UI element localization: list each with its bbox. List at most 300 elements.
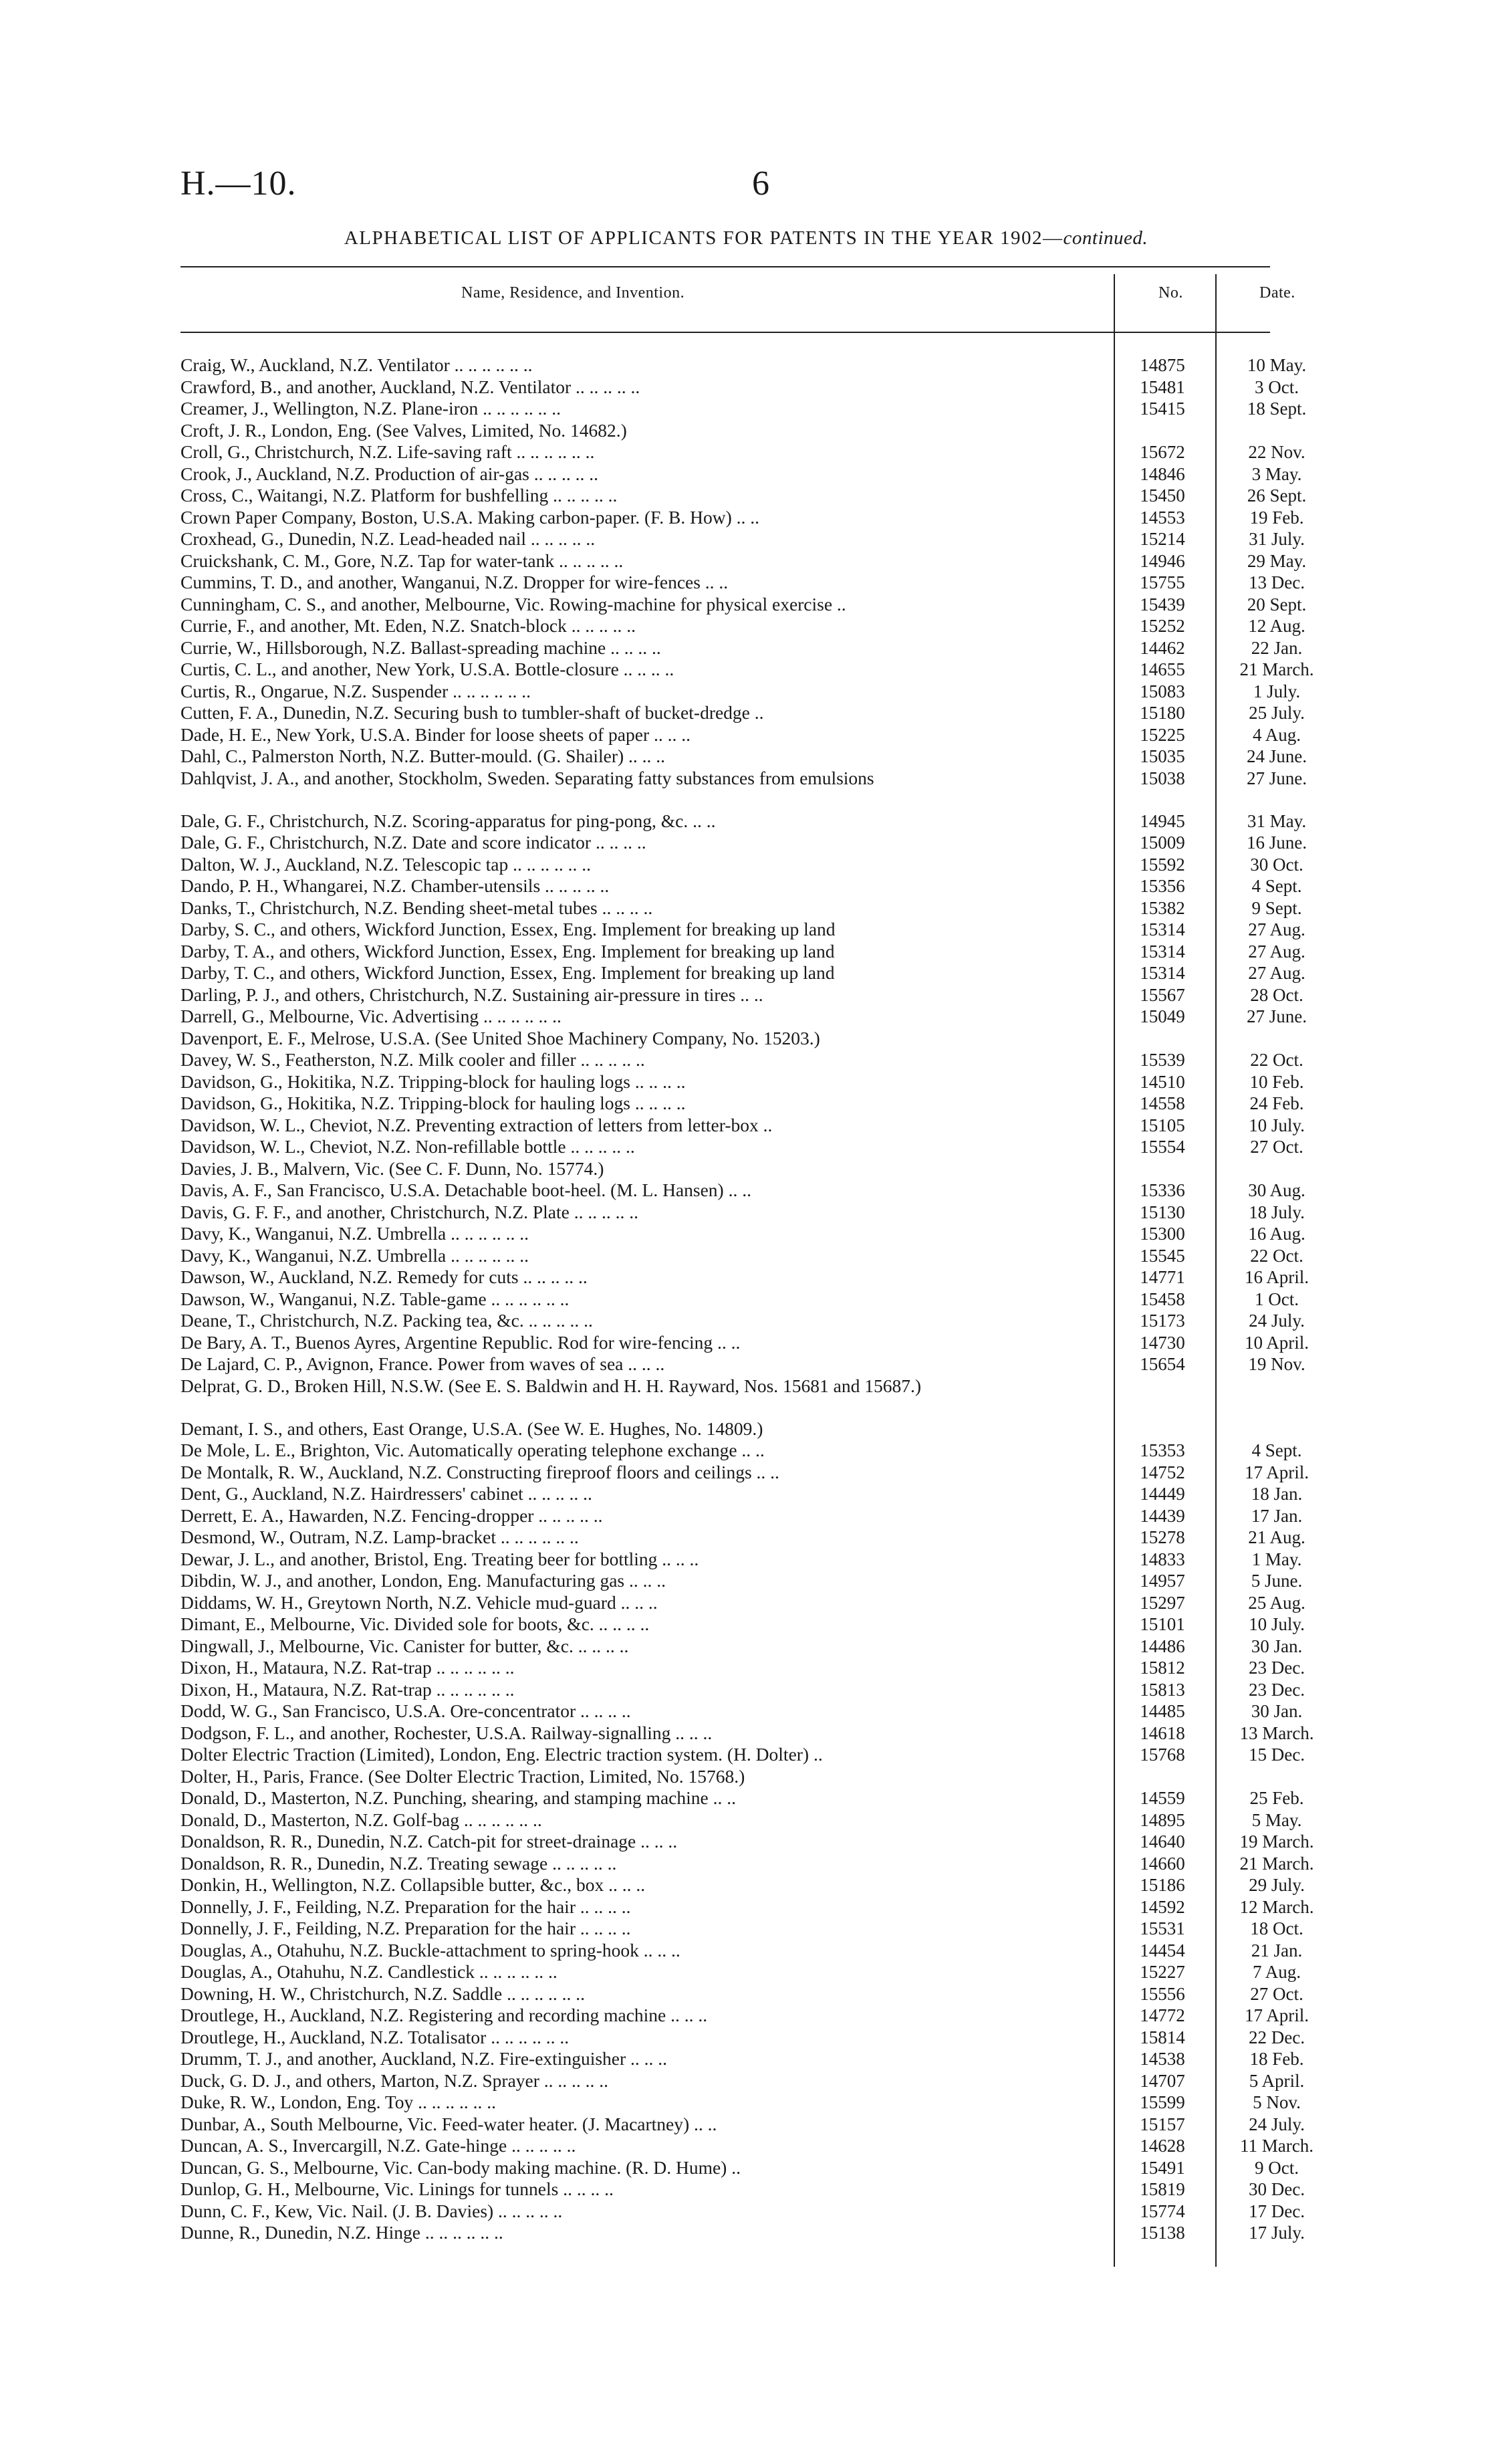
patent-number: 14752 <box>1140 1462 1185 1482</box>
applicant-entry: Duke, R. W., London, Eng. Toy .. .. .. .. .. .. <box>180 2092 496 2112</box>
patent-number: 15768 <box>1140 1745 1185 1765</box>
application-date: 30 Jan. <box>1251 1636 1303 1656</box>
list-item <box>180 528 1305 550</box>
applicant-entry: Crawford, B., and another, Auckland, N.Z. Ventilator .. .. .. .. .. <box>180 376 640 397</box>
patent-number: 15297 <box>1140 1592 1185 1613</box>
applicant-entry: Dale, G. F., Christchurch, N.Z. Date and score indicator .. .. .. .. <box>180 832 646 853</box>
patent-number: 15314 <box>1140 941 1185 962</box>
applicant-entry: Dunlop, G. H., Melbourne, Vic. Linings for tunnels .. .. .. .. <box>180 2178 614 2199</box>
list-item <box>180 1744 1305 1766</box>
patent-number: 14618 <box>1140 1722 1185 1743</box>
application-date: 25 Feb. <box>1249 1788 1304 1808</box>
list-item <box>180 919 1306 941</box>
application-date: 24 Feb. <box>1249 1093 1304 1113</box>
patent-number: 15138 <box>1140 2223 1185 2243</box>
list-item <box>180 853 1303 876</box>
application-date: 24 July. <box>1249 1311 1305 1331</box>
patent-number: 15300 <box>1140 1224 1185 1244</box>
list-item <box>180 1440 1302 1462</box>
application-date: 28 Oct. <box>1250 984 1303 1005</box>
patent-number: 15278 <box>1140 1527 1185 1547</box>
applicant-entry: Dawson, W., Wanganui, N.Z. Table-game .. .. .. .. .. .. <box>180 1288 570 1309</box>
patent-number: 14945 <box>1140 810 1185 831</box>
patent-number: 15654 <box>1140 1354 1185 1374</box>
list-item <box>180 485 1307 507</box>
list-item <box>180 572 1305 594</box>
patent-number: 14462 <box>1140 637 1185 658</box>
application-date: 27 Aug. <box>1248 963 1306 983</box>
patent-number: 15173 <box>1140 1311 1185 1331</box>
list-item <box>180 2178 1305 2201</box>
applicant-entry: Dahl, C., Palmerston North, N.Z. Butter-mould. (G. Shailer) .. .. .. <box>180 746 666 766</box>
page-title-continued: continued. <box>1063 227 1148 249</box>
applicant-entry: Danks, T., Christchurch, N.Z. Bending sheet-metal tubes .. .. .. .. <box>180 897 653 918</box>
list-item <box>180 2048 1304 2070</box>
list-item <box>180 984 1303 1006</box>
page-title <box>0 227 1492 249</box>
list-item <box>180 550 1307 572</box>
list-item <box>180 354 1307 376</box>
application-date: 1 Oct. <box>1255 1289 1299 1309</box>
application-date: 25 Aug. <box>1248 1592 1306 1613</box>
applicant-entry: Dando, P. H., Whangarei, N.Z. Chamber-utensils .. .. .. .. .. <box>180 875 610 896</box>
applicant-entry: Davis, A. F., San Francisco, U.S.A. Detachable boot-heel. (M. L. Hansen) .. .. <box>180 1180 751 1200</box>
applicant-entry: Donald, D., Masterton, N.Z. Punching, shearing, and stamping machine .. .. <box>180 1787 736 1808</box>
list-item <box>180 1093 1304 1115</box>
list-item <box>180 441 1306 463</box>
list-item <box>180 1071 1304 1093</box>
patent-number: 14946 <box>1140 550 1185 571</box>
list-item <box>180 702 1305 724</box>
patent-number: 14558 <box>1140 1093 1185 1113</box>
application-date: 18 Jan. <box>1251 1484 1303 1504</box>
list-item <box>180 2222 1305 2244</box>
applicant-entry: Cross, C., Waitangi, N.Z. Platform for bushfelling .. .. .. .. .. <box>180 485 618 506</box>
applicant-entry: Demant, I. S., and others, East Orange, U.S.A. (See W. E. Hughes, No. 14809.) <box>180 1418 763 1439</box>
applicant-entry: Droutlege, H., Auckland, N.Z. Totalisator .. .. .. .. .. .. <box>180 2026 570 2047</box>
application-date: 19 Nov. <box>1248 1354 1306 1374</box>
application-date: 10 July. <box>1249 1614 1305 1634</box>
list-item <box>180 1570 1303 1592</box>
application-date: 19 Feb. <box>1249 507 1304 528</box>
application-date: 27 June. <box>1247 1006 1307 1026</box>
patent-number: 14486 <box>1140 1636 1185 1656</box>
application-date: 18 July. <box>1249 1202 1305 1222</box>
application-date: 22 Nov. <box>1248 442 1306 462</box>
list-item <box>180 1418 1263 1440</box>
application-date: 23 Dec. <box>1249 1658 1305 1678</box>
patent-number: 15491 <box>1140 2157 1185 2178</box>
list-item <box>180 746 1307 768</box>
list-item <box>180 1331 1309 1354</box>
applicant-entry: Dodd, W. G., San Francisco, U.S.A. Ore-concentrator .. .. .. .. <box>180 1700 631 1721</box>
application-date: 12 March. <box>1239 1896 1314 1917</box>
list-item <box>180 1591 1306 1614</box>
application-date: 22 Jan. <box>1251 637 1303 658</box>
applicant-entry: De Montalk, R. W., Auckland, N.Z. Constructing fireproof floors and ceilings .. .. <box>180 1461 779 1482</box>
application-date: 10 Feb. <box>1249 1071 1304 1092</box>
patent-number: 15556 <box>1140 1983 1185 2004</box>
application-date: 27 June. <box>1247 768 1307 788</box>
patent-number: 15458 <box>1140 1289 1185 1309</box>
patent-number: 14510 <box>1140 1071 1185 1092</box>
applicant-entry: Cummins, T. D., and another, Wanganui, N.Z. Dropper for wire-fences .. .. <box>180 572 729 592</box>
patent-number: 15356 <box>1140 876 1185 896</box>
list-item <box>180 1678 1305 1701</box>
application-date: 5 April. <box>1249 2070 1305 2091</box>
list-item <box>180 1288 1299 1311</box>
list-item <box>180 767 1307 810</box>
applicant-entry: Croll, G., Christchurch, N.Z. Life-saving raft .. .. .. .. .. .. <box>180 441 595 462</box>
header-bottom-rule <box>180 332 1270 333</box>
application-date: 4 Aug. <box>1252 724 1301 745</box>
applicant-entry: Desmond, W., Outram, N.Z. Lamp-bracket .. .. .. .. .. .. <box>180 1527 579 1547</box>
list-item <box>180 1896 1314 1918</box>
list-item <box>180 1787 1304 1809</box>
applicant-entry: Dimant, E., Melbourne, Vic. Divided sole for boots, &c. .. .. .. .. <box>180 1613 650 1634</box>
patent-number: 14553 <box>1140 507 1185 528</box>
applicant-entry: Donkin, H., Wellington, N.Z. Collapsible butter, &c., box .. .. .. <box>180 1874 646 1895</box>
application-date: 18 Sept. <box>1247 399 1307 419</box>
list-item <box>180 637 1303 659</box>
applicant-entry: Cruickshank, C. M., Gore, N.Z. Tap for water-tank .. .. .. .. .. <box>180 550 624 571</box>
patent-number: 15180 <box>1140 703 1185 723</box>
application-date: 29 May. <box>1247 550 1307 571</box>
application-date: 9 Oct. <box>1255 2157 1299 2178</box>
patent-number: 15101 <box>1140 1614 1185 1634</box>
patent-number: 15130 <box>1140 1202 1185 1222</box>
patent-number: 15214 <box>1140 529 1185 549</box>
applicant-entry: Deane, T., Christchurch, N.Z. Packing tea, &c. .. .. .. .. .. <box>180 1310 593 1331</box>
applicant-entry: Dunn, C. F., Kew, Vic. Nail. (J. B. Davies) .. .. .. .. .. <box>180 2200 563 2221</box>
applicant-entry: Donald, D., Masterton, N.Z. Golf-bag .. .. .. .. .. .. <box>180 1809 542 1830</box>
list-item <box>180 1049 1303 1071</box>
list-item <box>180 1983 1303 2005</box>
list-item <box>180 962 1306 984</box>
list-item <box>180 1028 1263 1050</box>
list-item <box>180 1114 1305 1137</box>
applicant-entry: Dade, H. E., New York, U.S.A. Binder for loose sheets of paper .. .. .. <box>180 723 691 745</box>
applicant-entry: Douglas, A., Otahuhu, N.Z. Candlestick .. .. .. .. .. .. <box>180 1961 557 1982</box>
patent-number: 15227 <box>1140 1962 1185 1982</box>
applicant-entry: Donnelly, J. F., Feilding, N.Z. Preparation for the hair .. .. .. .. <box>180 1896 631 1917</box>
applicant-entry: Dewar, J. L., and another, Bristol, Eng. Treating beer for bottling .. .. .. <box>180 1548 699 1569</box>
patent-number: 14592 <box>1140 1896 1185 1917</box>
patent-number: 15035 <box>1140 746 1185 766</box>
table-top-rule <box>180 266 1270 267</box>
application-date: 1 July. <box>1253 681 1301 701</box>
list-item <box>180 1244 1303 1267</box>
list-item <box>180 1657 1305 1679</box>
applicant-entry: Darrell, G., Melbourne, Vic. Advertising .. .. .. .. .. .. <box>180 1006 562 1026</box>
patent-number: 15819 <box>1140 2179 1185 2199</box>
list-item <box>180 1613 1305 1636</box>
applicant-entry: Drumm, T. J., and another, Auckland, N.Z. Fire-extinguisher .. .. .. <box>180 2048 668 2069</box>
list-item <box>180 875 1302 897</box>
application-date: 7 Aug. <box>1252 1962 1301 1982</box>
application-date: 22 Dec. <box>1249 2027 1305 2047</box>
application-date: 20 Sept. <box>1247 594 1307 614</box>
list-item <box>180 398 1307 420</box>
applicant-entry: Davidson, G., Hokitika, N.Z. Tripping-block for hauling logs .. .. .. .. <box>180 1071 686 1092</box>
patent-number: 15186 <box>1140 1875 1185 1895</box>
list-item <box>180 1201 1305 1224</box>
applicant-entry: Currie, W., Hillsborough, N.Z. Ballast-spreading machine .. .. .. .. <box>180 637 661 658</box>
patent-number: 14559 <box>1140 1788 1185 1808</box>
list-item <box>180 680 1301 703</box>
column-header-number: No. <box>1158 284 1183 302</box>
list-item <box>180 593 1307 616</box>
application-date: 22 Oct. <box>1250 1050 1303 1070</box>
patent-number: 14454 <box>1140 1940 1185 1961</box>
application-date: 10 July. <box>1249 1115 1305 1135</box>
page-code: H.—10. <box>180 164 297 203</box>
applicant-entry: Duck, G. D. J., and others, Marton, N.Z. Sprayer .. .. .. .. .. <box>180 2069 609 2091</box>
list-item <box>180 463 1302 485</box>
patent-number: 15083 <box>1140 681 1185 701</box>
application-date: 30 Aug. <box>1248 1180 1306 1200</box>
application-date: 24 July. <box>1249 2114 1305 2134</box>
application-date: 17 Jan. <box>1251 1505 1303 1526</box>
applicant-entry: Currie, F., and another, Mt. Eden, N.Z. Snatch-block .. .. .. .. .. <box>180 615 636 636</box>
application-date: 1 May. <box>1251 1549 1302 1569</box>
application-date: 17 April. <box>1244 1462 1309 1482</box>
application-date: 19 March. <box>1239 1831 1314 1852</box>
list-item <box>180 1700 1303 1722</box>
applicant-entry: Cunningham, C. S., and another, Melbourne, Vic. Rowing-machine for physical exercise .. <box>180 593 846 614</box>
patent-number: 15755 <box>1140 572 1185 592</box>
list-item <box>180 897 1302 919</box>
application-date: 3 May. <box>1251 463 1302 484</box>
applicant-entry: Davis, G. F. F., and another, Christchurch, N.Z. Plate .. .. .. .. .. <box>180 1201 638 1222</box>
applicant-entry: Dixon, H., Mataura, N.Z. Rat-trap .. .. .. .. .. .. <box>180 1657 515 1678</box>
applicant-entry: Darby, S. C., and others, Wickford Junction, Essex, Eng. Implement for breaking up land <box>180 919 836 939</box>
patent-number: 15314 <box>1140 919 1185 939</box>
list-item <box>180 1548 1302 1571</box>
application-date: 5 Nov. <box>1253 2092 1301 2112</box>
applicant-entry: Davy, K., Wanganui, N.Z. Umbrella .. .. .. .. .. .. <box>180 1244 529 1266</box>
patent-number: 15554 <box>1140 1137 1185 1157</box>
application-date: 18 Feb. <box>1249 2049 1304 2069</box>
list-item <box>180 1961 1301 1983</box>
applicant-entry: Darling, P. J., and others, Christchurch, N.Z. Sustaining air-pressure in tires .. .. <box>180 984 763 1005</box>
application-date: 17 April. <box>1244 2005 1309 2025</box>
application-date: 12 Aug. <box>1248 616 1306 636</box>
patent-number: 15252 <box>1140 616 1185 636</box>
patent-number: 15105 <box>1140 1115 1185 1135</box>
applicant-entry: Downing, H. W., Christchurch, N.Z. Saddle .. .. .. .. .. .. <box>180 1983 585 2004</box>
patent-number: 14846 <box>1140 463 1185 484</box>
applicant-entry: Dixon, H., Mataura, N.Z. Rat-trap .. .. .. .. .. .. <box>180 1678 515 1700</box>
patent-number: 15539 <box>1140 1050 1185 1070</box>
list-item <box>180 1180 1306 1202</box>
patent-number: 14895 <box>1140 1809 1185 1830</box>
applicant-entry: Delprat, G. D., Broken Hill, N.S.W. (See E. S. Baldwin and H. H. Rayward, Nos. 15681 and 15687.) <box>180 1375 922 1396</box>
list-item <box>180 1852 1314 1875</box>
applicant-entry: Davies, J. B., Malvern, Vic. (See C. F. Dunn, No. 15774.) <box>180 1157 604 1179</box>
applicant-entry: Droutlege, H., Auckland, N.Z. Registering and recording machine .. .. .. <box>180 2005 708 2025</box>
patent-number: 15336 <box>1140 1180 1185 1200</box>
patent-number: 15038 <box>1140 768 1185 788</box>
application-date: 27 Aug. <box>1248 919 1306 939</box>
application-date: 21 March. <box>1239 659 1314 679</box>
application-date: 3 Oct. <box>1255 376 1299 397</box>
patent-number: 15672 <box>1140 442 1185 462</box>
application-date: 29 July. <box>1249 1875 1305 1895</box>
applicant-entry: Davidson, W. L., Cheviot, N.Z. Non-refillable bottle .. .. .. .. .. <box>180 1136 635 1157</box>
applicant-entry: Dunne, R., Dunedin, N.Z. Hinge .. .. .. .. .. .. <box>180 2222 503 2243</box>
application-date: 27 Oct. <box>1250 1137 1303 1157</box>
patent-number: 14772 <box>1140 2005 1185 2025</box>
patent-number: 14957 <box>1140 1571 1185 1591</box>
patent-number: 14875 <box>1140 355 1185 375</box>
list-item <box>180 2069 1305 2092</box>
application-date: 21 Jan. <box>1251 1940 1303 1961</box>
patent-number: 14628 <box>1140 2136 1185 2156</box>
patent-number: 14660 <box>1140 1853 1185 1874</box>
applicant-entry: Davy, K., Wanganui, N.Z. Umbrella .. .. .. .. .. .. <box>180 1223 529 1244</box>
patent-number: 15545 <box>1140 1245 1185 1266</box>
applicant-entry: Creamer, J., Wellington, N.Z. Plane-iron .. .. .. .. .. .. <box>180 398 562 419</box>
list-item <box>180 506 1304 529</box>
patent-number: 15225 <box>1140 724 1185 745</box>
patent-number: 15813 <box>1140 1679 1185 1700</box>
application-date: 16 June. <box>1247 832 1307 853</box>
application-date: 31 May. <box>1247 810 1307 831</box>
list-item <box>180 2092 1301 2114</box>
applicant-entry: Diddams, W. H., Greytown North, N.Z. Vehicle mud-guard .. .. .. <box>180 1591 658 1613</box>
applicant-entry: Croxhead, G., Dunedin, N.Z. Lead-headed nail .. .. .. .. .. <box>180 528 596 549</box>
list-item <box>180 1006 1307 1028</box>
list-item <box>180 1766 1263 1788</box>
applicant-entry: Crown Paper Company, Boston, U.S.A. Making carbon-paper. (F. B. How) .. .. <box>180 506 759 528</box>
list-item <box>180 1483 1303 1505</box>
page-number: 6 <box>752 164 769 203</box>
patent-number: 14449 <box>1140 1484 1185 1504</box>
application-date: 21 Aug. <box>1248 1527 1306 1547</box>
application-date: 10 April. <box>1244 1332 1309 1353</box>
applicant-entry: De Mole, L. E., Brighton, Vic. Automatically operating telephone exchange .. .. <box>180 1440 765 1460</box>
applicant-entry: Dingwall, J., Melbourne, Vic. Canister for butter, &c. .. .. .. .. <box>180 1635 629 1656</box>
application-date: 26 Sept. <box>1247 485 1307 506</box>
list-item <box>180 2200 1305 2223</box>
patent-number: 14833 <box>1140 1549 1185 1569</box>
patent-number: 15450 <box>1140 485 1185 506</box>
list-item <box>180 2026 1305 2049</box>
applicant-entry: Dale, G. F., Christchurch, N.Z. Scoring-apparatus for ping-pong, &c. .. .. <box>180 810 716 831</box>
application-date: 24 June. <box>1247 746 1307 766</box>
patent-number: 15382 <box>1140 897 1185 918</box>
applicant-entry: Donaldson, R. R., Dunedin, N.Z. Treating sewage .. .. .. .. .. <box>180 1852 617 1874</box>
page-title-main: ALPHABETICAL LIST OF APPLICANTS FOR PATENTS IN THE YEAR 1902— <box>344 227 1064 249</box>
application-date: 22 Oct. <box>1250 1245 1303 1266</box>
applicant-entry: Dolter, H., Paris, France. (See Dolter Electric Traction, Limited, No. 15768.) <box>180 1765 745 1787</box>
list-item <box>180 1136 1303 1158</box>
patent-number: 15481 <box>1140 376 1185 397</box>
patent-number: 15599 <box>1140 2092 1185 2112</box>
list-item <box>180 1266 1309 1289</box>
list-item <box>180 2156 1299 2179</box>
applicant-entry: Craig, W., Auckland, N.Z. Ventilator .. .. .. .. .. .. <box>180 354 533 375</box>
application-date: 25 July. <box>1249 703 1305 723</box>
list-item <box>180 615 1306 637</box>
list-item <box>180 420 1263 442</box>
patent-number: 14707 <box>1140 2070 1185 2091</box>
patent-number: 15353 <box>1140 1440 1185 1460</box>
application-date: 13 March. <box>1239 1722 1314 1743</box>
applicant-entry: Donaldson, R. R., Dunedin, N.Z. Catch-pit for street-drainage .. .. .. <box>180 1831 678 1852</box>
application-date: 10 May. <box>1247 355 1307 375</box>
list-item <box>180 2005 1309 2027</box>
applicant-list <box>180 354 1314 2244</box>
list-item <box>180 1939 1303 1962</box>
applicant-entry: Dahlqvist, J. A., and another, Stockholm, Sweden. Separating fatty substances from emulsions <box>180 767 874 788</box>
applicant-entry: Crook, J., Auckland, N.Z. Production of air-gas .. .. .. .. .. <box>180 463 598 484</box>
application-date: 13 Dec. <box>1249 572 1305 592</box>
application-date: 18 Oct. <box>1250 1918 1303 1938</box>
list-item <box>180 1831 1314 1853</box>
applicant-entry: Croft, J. R., London, Eng. (See Valves, Limited, No. 14682.) <box>180 419 627 441</box>
list-item <box>180 1918 1303 1940</box>
applicant-entry: Dent, G., Auckland, N.Z. Hairdressers' cabinet .. .. .. .. .. <box>180 1483 592 1504</box>
list-item <box>180 1635 1303 1658</box>
list-item <box>180 1809 1302 1831</box>
patent-number: 15049 <box>1140 1006 1185 1026</box>
applicant-entry: Duncan, G. S., Melbourne, Vic. Can-body making machine. (R. D. Hume) .. <box>180 2156 741 2178</box>
list-item <box>180 1353 1306 1375</box>
applicant-entry: Dawson, W., Auckland, N.Z. Remedy for cuts .. .. .. .. .. <box>180 1266 588 1287</box>
applicant-entry: Derrett, E. A., Hawarden, N.Z. Fencing-dropper .. .. .. .. .. <box>180 1504 603 1526</box>
application-date: 17 July. <box>1249 2223 1305 2243</box>
applicant-entry: Davey, W. S., Featherston, N.Z. Milk cooler and filler .. .. .. .. .. <box>180 1049 645 1070</box>
application-date: 11 March. <box>1240 2136 1314 2156</box>
applicant-entry: Davidson, W. L., Cheviot, N.Z. Preventing extraction of letters from letter-box .. <box>180 1114 773 1135</box>
patent-number: 15157 <box>1140 2114 1185 2134</box>
patent-number: 14771 <box>1140 1267 1185 1287</box>
application-date: 16 April. <box>1244 1267 1309 1287</box>
applicant-entry: Curtis, C. L., and another, New York, U.S.A. Bottle-closure .. .. .. .. <box>180 659 674 679</box>
patent-number: 15415 <box>1140 399 1185 419</box>
list-item <box>180 2135 1314 2157</box>
patent-number: 14485 <box>1140 1701 1185 1721</box>
list-item <box>180 659 1314 681</box>
list-item <box>180 1223 1306 1245</box>
applicant-entry: Dalton, W. J., Auckland, N.Z. Telescopic tap .. .. .. .. .. .. <box>180 853 591 875</box>
column-header-date: Date. <box>1259 284 1295 302</box>
patent-number: 15774 <box>1140 2201 1185 2221</box>
list-item <box>180 1310 1305 1332</box>
applicant-entry: Donnelly, J. F., Feilding, N.Z. Preparation for the hair .. .. .. .. <box>180 1918 631 1938</box>
application-date: 5 May. <box>1251 1809 1302 1830</box>
list-item <box>180 1461 1309 1484</box>
application-date: 15 Dec. <box>1249 1745 1305 1765</box>
applicant-entry: Davidson, G., Hokitika, N.Z. Tripping-block for hauling logs .. .. .. .. <box>180 1093 686 1113</box>
list-item <box>180 940 1306 963</box>
column-header-name: Name, Residence, and Invention. <box>461 284 685 302</box>
patent-number: 15812 <box>1140 1658 1185 1678</box>
applicant-entry: Dolter Electric Traction (Limited), London, Eng. Electric traction system. (H. Dolter) .. <box>180 1744 823 1765</box>
list-item <box>180 1874 1305 1896</box>
list-item <box>180 1504 1303 1527</box>
application-date: 31 July. <box>1249 529 1305 549</box>
applicant-entry: Darby, T. C., and others, Wickford Junction, Essex, Eng. Implement for breaking up land <box>180 962 835 983</box>
patent-number: 15814 <box>1140 2027 1185 2047</box>
list-item <box>180 723 1301 746</box>
applicant-entry: Douglas, A., Otahuhu, N.Z. Buckle-attachment to spring-hook .. .. .. <box>180 1939 680 1961</box>
applicant-entry: Darby, T. A., and others, Wickford Junction, Essex, Eng. Implement for breaking up land <box>180 940 835 962</box>
applicant-entry: Curtis, R., Ongarue, N.Z. Suspender .. .. .. .. .. .. <box>180 680 531 701</box>
patent-number: 15531 <box>1140 1918 1185 1938</box>
